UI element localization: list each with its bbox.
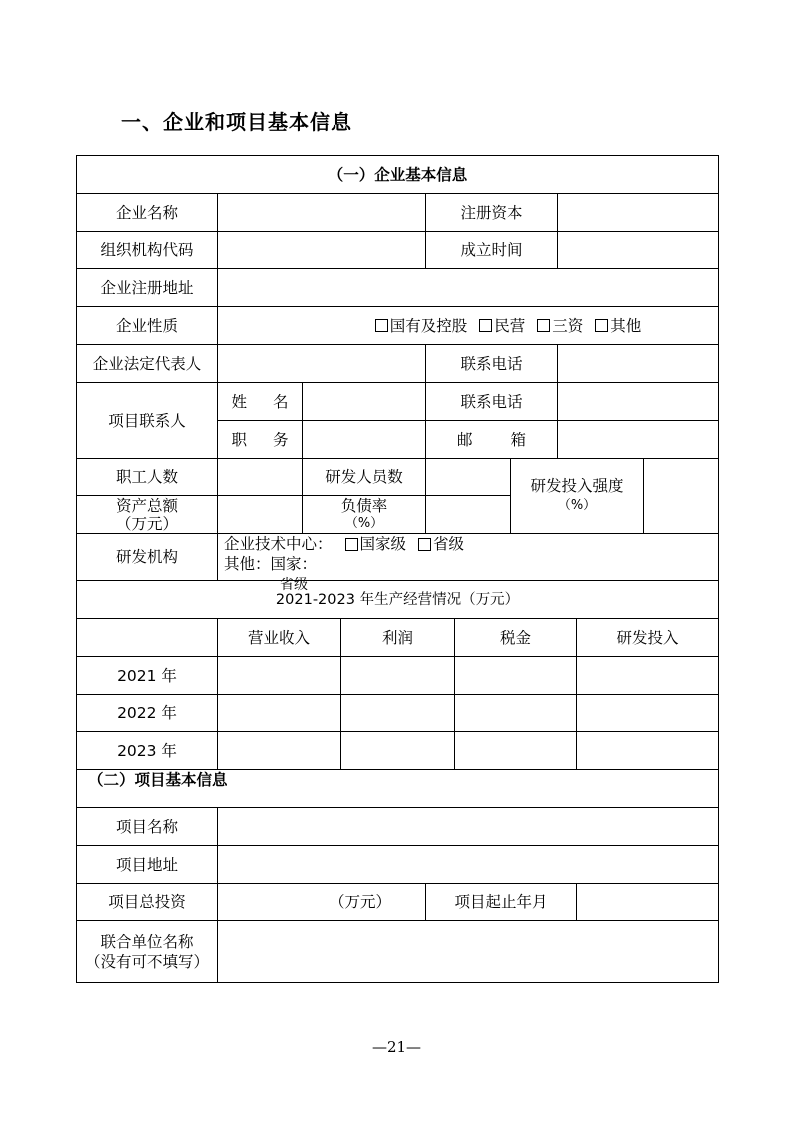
partner-line2: （没有可不填写） [84, 952, 209, 971]
option-private: 民营 [494, 316, 526, 335]
page-number: —21— [371, 1038, 422, 1056]
assets-line1: 资产总额 [115, 496, 178, 515]
post-char-1: 职 [231, 430, 247, 449]
checkbox[interactable] [375, 319, 388, 332]
registered-capital-field[interactable] [558, 194, 718, 231]
year-2023: 2023 年 [117, 741, 177, 760]
rd-staff-field[interactable] [426, 459, 510, 495]
unit-wan: （万元） [328, 893, 391, 911]
rule [718, 155, 719, 983]
name-char-1: 姓 [231, 392, 247, 411]
checkbox[interactable] [595, 319, 608, 332]
label-total-investment: 项目总投资 [108, 893, 186, 911]
label-contact-post [218, 421, 302, 458]
label-legal-rep: 企业法定代表人 [92, 354, 202, 373]
label-org-code: 组织机构代码 [100, 241, 194, 259]
option-national: 国家级 [359, 535, 407, 553]
assets-field[interactable] [218, 496, 302, 533]
debt-line1: 负债率 [340, 496, 388, 515]
legal-rep-field[interactable] [218, 345, 425, 382]
col-rd-investment: 研发投入 [616, 628, 679, 647]
label-tech-center: 企业技术中心： [224, 535, 333, 553]
debt-field[interactable] [426, 496, 510, 533]
checkbox[interactable] [345, 538, 358, 551]
label-project-name: 项目名称 [115, 817, 178, 836]
label-partner [77, 921, 217, 982]
project-address-field[interactable] [218, 846, 718, 883]
year-2022: 2022 年 [117, 704, 177, 722]
post-char-2: 务 [273, 430, 289, 449]
partner-line1: 联合单位名称 [100, 932, 194, 951]
label-established: 成立时间 [460, 241, 523, 259]
label-contact: 项目联系人 [108, 411, 186, 430]
col-profit: 利润 [381, 628, 413, 647]
label-company-name: 企业名称 [115, 203, 178, 222]
email-char-2: 箱 [510, 430, 527, 449]
label-debt [303, 496, 425, 533]
label-reg-address: 企业注册地址 [100, 278, 194, 297]
company-name-field[interactable] [218, 194, 425, 231]
other-line: 其他：国家： [224, 555, 318, 573]
org-code-field[interactable] [218, 232, 425, 268]
option-other: 其他 [610, 316, 642, 335]
section2-title: （二）项目基本信息 [88, 771, 228, 789]
checkbox[interactable] [479, 319, 492, 332]
rule [76, 982, 719, 983]
rd-institution-options [224, 534, 714, 593]
partner-field[interactable] [218, 921, 718, 982]
rd-intensity-line2: （%） [557, 498, 597, 513]
legal-rep-phone-field[interactable] [558, 345, 718, 382]
label-assets [77, 496, 217, 533]
contact-email-field[interactable] [558, 421, 718, 458]
label-nature: 企业性质 [115, 316, 178, 335]
checkbox[interactable] [537, 319, 550, 332]
project-period-field[interactable] [577, 884, 718, 920]
reg-address-field[interactable] [218, 269, 718, 306]
page-heading: 一、企业和项目基本信息 [121, 110, 352, 134]
label-project-address: 项目地址 [115, 855, 178, 874]
contact-phone-field[interactable] [558, 383, 718, 420]
rd-intensity-line1: 研发投入强度 [530, 477, 624, 495]
col-tax: 税金 [499, 628, 531, 647]
established-field[interactable] [558, 232, 718, 268]
ops-title: 2021-2023 年生产经营情况（万元） [275, 591, 520, 608]
label-employees: 职工人数 [115, 468, 178, 486]
checkbox[interactable] [418, 538, 431, 551]
clipped-text: 省级 [280, 577, 308, 593]
option-state-owned: 国有及控股 [389, 316, 468, 335]
project-name-field[interactable] [218, 808, 718, 845]
col-revenue: 营业收入 [247, 628, 310, 647]
option-foreign: 三资 [552, 316, 584, 335]
label-phone: 联系电话 [460, 354, 523, 373]
label-rd-staff: 研发人员数 [325, 468, 403, 486]
year-2021: 2021 年 [117, 666, 177, 685]
email-char-1: 邮 [456, 430, 473, 449]
label-rd-institution: 研发机构 [115, 548, 178, 566]
contact-post-field[interactable] [303, 421, 425, 458]
section1-title: （一）企业基本信息 [327, 165, 468, 184]
name-char-2: 名 [273, 392, 289, 411]
assets-line2: （万元） [115, 514, 178, 533]
label-contact-name [218, 383, 302, 420]
debt-line2: （%） [344, 515, 384, 531]
rd-intensity-field[interactable] [644, 459, 718, 533]
label-project-period: 项目起止年月 [454, 893, 548, 911]
option-provincial: 省级 [433, 535, 465, 553]
contact-name-field[interactable] [303, 383, 425, 420]
label-registered-capital: 注册资本 [460, 203, 523, 222]
label-contact-phone: 联系电话 [460, 392, 523, 411]
employees-field[interactable] [218, 459, 302, 495]
label-contact-email [426, 421, 557, 458]
label-rd-intensity [511, 459, 643, 533]
nature-options [218, 307, 718, 344]
